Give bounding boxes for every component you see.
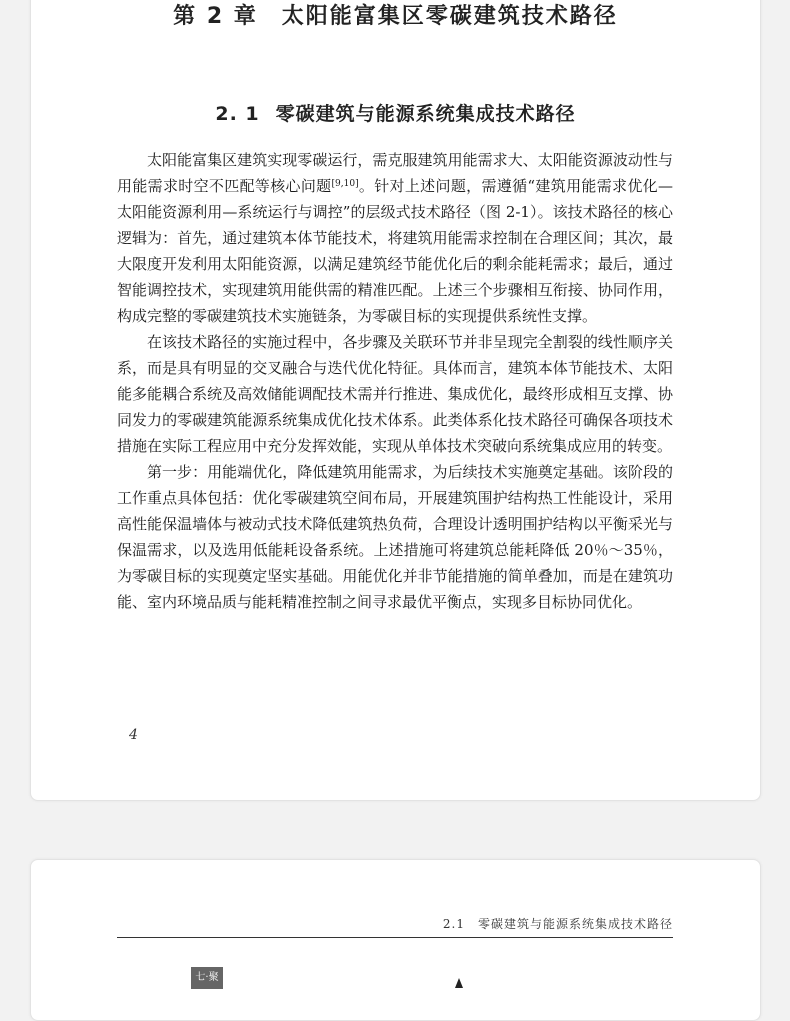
header-rule — [117, 937, 673, 938]
citation-reference: [9,10] — [331, 179, 359, 189]
figure-fragment: 七·聚 — [191, 967, 223, 989]
paragraph: 太阳能富集区建筑实现零碳运行，需克服建筑用能需求大、太阳能资源波动性与用能需求时空不匹配等核心问题[9,10]。针对上述问题，需遵循“建筑用能需求优化—太阳能资源利用—系统运行与调控”的层级式技术路径（图 2-1）。该技术路径的核心逻辑为：首先，通过建筑本体节能技术，将建筑用能需求控制在合理区间；其次，最大限度开发利用太阳能资源，以满足建筑经节能优化后的剩余能耗需求；最后，通过智能调控技术，实现建筑用能供需的精准匹配。上述三个步骤相互衔接、协同作用，构成完整的零碳建筑技术实施链条，为零碳目标的实现提供系统性支撑。 — [117, 151, 673, 325]
paragraph: 第一步：用能端优化，降低建筑用能需求，为后续技术实施奠定基础。该阶段的工作重点具体包括：优化零碳建筑空间布局，开展建筑围护结构热工性能设计，采用高性能保温墙体与被动式技术降低建筑热负荷，合理设计透明围护结构以平衡采光与保温需求，以及选用低能耗设备系统。上述措施可将建筑总能耗降低 20％～35％，为零碳目标的实现奠定坚实基础。用能优化并非节能措施的简单叠加，而是在建筑功能、室内环境品质与能耗精准控制之间寻求最优平衡点，实现多目标协同优化。 — [117, 463, 673, 611]
document-page — [30, 0, 761, 801]
section-number: 2. 1 — [215, 103, 260, 125]
running-header: 2.1 零碳建筑与能源系统集成技术路径 — [442, 917, 673, 931]
page-number: 4 — [129, 727, 138, 743]
chapter-title: 第 2 章 太阳能富集区零碳建筑技术路径 — [173, 4, 618, 29]
body-text — [117, 147, 673, 615]
section-title: 零碳建筑与能源系统集成技术路径 — [275, 103, 576, 125]
document-page-next — [30, 859, 761, 1021]
section-heading — [31, 99, 760, 126]
paragraph: 在该技术路径的实施过程中，各步骤及关联环节并非呈现完全割裂的线性顺序关系，而是具有明显的交叉融合与迭代优化特征。具体而言，建筑本体节能技术、太阳能多能耦合系统及高效储能调配技术需并行推进、集成优化，最终形成相互支撑、协同发力的零碳建筑能源系统集成优化技术体系。此类体系化技术路径可确保各项技术措施在实际工程应用中充分发挥效能，实现从单体技术突破向系统集成应用的转变。 — [117, 333, 673, 455]
